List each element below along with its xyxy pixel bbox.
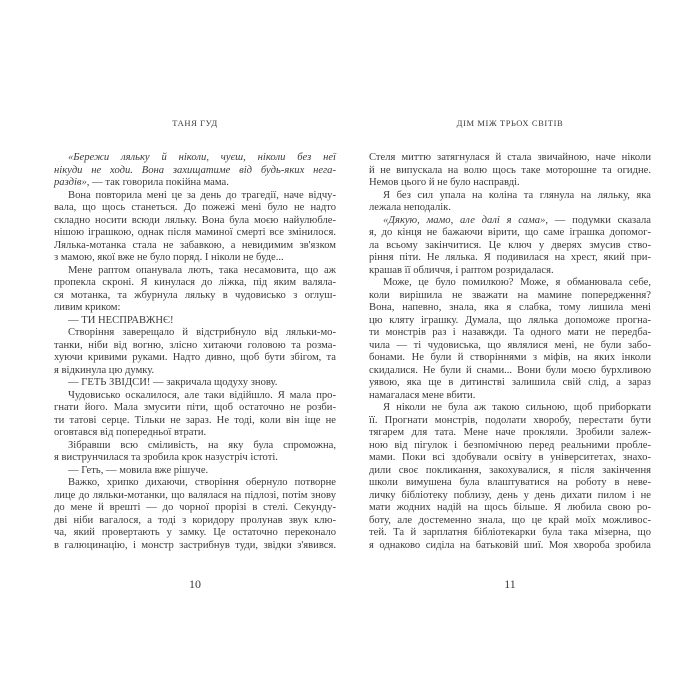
line-text: крашав її обличчя, і раптом розридалася. [369, 264, 554, 276]
text-line [369, 202, 651, 215]
text-line [369, 527, 651, 540]
text-line [369, 327, 651, 340]
line-text: , — подумки сказала [545, 214, 651, 226]
italic-text: «Бережи ляльку й ніколи, чуєш, ніколи без неї [68, 152, 336, 163]
line-text: лежала неподалік. [369, 202, 451, 213]
text-line [54, 390, 336, 403]
line-text: скидалися. Не були й снами... Вони були моєю бурхливою [369, 364, 651, 376]
line-text: школи вимушена була влаштуватися на роботу в неве- [369, 477, 651, 488]
line-text: танки, ніби від вогню, злісно хитаючи головою та розма- [54, 339, 336, 351]
text-line [54, 377, 336, 390]
line-text: — ТИ НЕСПРАВЖНЄ! [68, 314, 174, 326]
text-line [369, 190, 651, 203]
page-number: 11 [504, 577, 516, 591]
text-line [54, 365, 336, 378]
line-text: уявою, яка ще в дитинстві залишила свій слід, а зараз [369, 377, 651, 388]
line-text: тей. Та й зарплатня бібліотекарки була така мізерна, що [369, 527, 651, 538]
line-text: ливим криком: [54, 302, 121, 313]
text-line [54, 540, 336, 553]
line-text: Я ніколи не була аж такою сильною, щоб приборкати [383, 402, 651, 413]
line-text: я, до кінця не бажаючи вірити, що саме іграшка допомог- [369, 227, 651, 238]
line-text: я відкинула цю думку. [54, 364, 155, 376]
italic-text: «Дякую, мамо, але далі я сама» [383, 214, 546, 226]
text-line [54, 402, 336, 415]
text-line [54, 277, 336, 290]
line-text: ною від пігулок і безпомічною перед реальними пробле- [369, 439, 651, 451]
text-line [369, 277, 651, 290]
line-text: ся мотанка, та жбурнула ляльку в чудовисько з оглуш- [54, 289, 336, 301]
text-line [369, 240, 651, 253]
line-text: Важко, хрипко дихаючи, створіння обернуло потворне [68, 477, 336, 488]
text-line [369, 515, 651, 528]
line-text: до мене й врешті — до чорної прорізі в стелі. Секунду- [54, 502, 336, 513]
line-text: Мене раптом опанувала лють, така несамовита, що аж [68, 264, 336, 276]
line-text: , — так говорила покійна мама. [86, 177, 229, 188]
line-text: вала, що щось станеться. До пожежі мені було не надто [54, 202, 336, 213]
text-line [54, 302, 336, 315]
line-text: оговтався від попередньої втрати. [54, 427, 207, 438]
line-text: ла всьому закінчитися. Це ключ у дверях змусив ство- [369, 239, 651, 251]
line-text: Я без сил упала на коліна та глянула на ляльку, яка [383, 189, 651, 201]
text-line [54, 340, 336, 353]
line-text: цю кляту іграшку. Думала, що лялька допоможе прогна- [369, 314, 651, 326]
line-text: Може, це було помилкою? Може, я обманювала себе, [383, 277, 651, 288]
line-text: її. Прогнати монстрів, подолати хворобу, перестати бути [369, 414, 651, 426]
line-text: ти монстрів раз і назавжди. Та одного мати не передба- [369, 327, 651, 338]
right-page [369, 0, 651, 700]
text-line [369, 402, 651, 415]
text-line [54, 215, 336, 228]
left-page [54, 0, 336, 700]
text-line [54, 477, 336, 490]
page-body [369, 152, 651, 552]
line-text: й не випускала на волю щось таке моторошне та огидне. [369, 164, 651, 176]
line-text: Вона повторила мені це за день до трагедії, наче відчу- [68, 189, 336, 201]
page-body [54, 152, 336, 552]
text-line [54, 415, 336, 428]
line-text: лице до ляльки-мотанки, що валялася на підлозі, потім знову [54, 489, 336, 501]
text-line [369, 302, 651, 315]
text-line [369, 365, 651, 378]
text-line [369, 540, 651, 553]
text-line [369, 440, 651, 453]
text-line [369, 377, 651, 390]
text-line [369, 490, 651, 503]
text-line [369, 340, 651, 353]
text-line [54, 240, 336, 253]
line-text: Створіння заверещало й відстрибнуло від ляльки-мо- [68, 327, 336, 338]
line-text: Немов цього й не було насправді. [369, 177, 520, 188]
text-line [369, 252, 651, 265]
text-line [54, 490, 336, 503]
line-text: чила — ті чудовиська, що являлися мені, не були забо- [369, 339, 651, 351]
line-text: з мамою, якої вже не було поряд. І ніколи не буде... [54, 252, 284, 263]
line-text: боту, але достеменно знала, що це край моїх можливос- [369, 514, 651, 526]
text-line [369, 452, 651, 465]
line-text: дві ніби вагалося, а тоді з коридору пролунав звук клю- [54, 514, 336, 526]
text-line [369, 477, 651, 490]
text-line [54, 527, 336, 540]
italic-text: нікуди не ходи. Вона захищатиме від будь-яких нега- [54, 164, 336, 176]
text-line [369, 315, 651, 328]
line-text: хуючи кривими руками. Надто дивно, щоб бути збігом, та [54, 352, 336, 363]
line-text: Вона, напевно, знала, яка я слабка, тому лишила мені [369, 302, 651, 313]
text-line [54, 165, 336, 178]
text-line [54, 190, 336, 203]
text-line [54, 265, 336, 278]
text-line [369, 427, 651, 440]
line-text: в галюцинацію, і монстр застрибнув туди, звідки з'явився. [54, 539, 336, 551]
text-line [369, 390, 651, 403]
line-text: Чудовисько оскалилося, але таки відійшло. Я мала про- [68, 389, 336, 401]
running-header-author: ТАНЯ ГУД [172, 118, 218, 128]
text-line [54, 515, 336, 528]
line-text: нішою іграшкою, однак після маминої смерті все змінилося. [54, 227, 336, 238]
text-line [54, 465, 336, 478]
text-line [54, 290, 336, 303]
text-line [54, 252, 336, 265]
text-line [369, 215, 651, 228]
text-line [54, 227, 336, 240]
page-number: 10 [189, 577, 201, 591]
text-line [54, 352, 336, 365]
line-text: — Геть, — мовила вже рішуче. [68, 464, 209, 476]
text-line [54, 315, 336, 328]
text-line [369, 465, 651, 478]
text-line [369, 290, 651, 303]
text-line [54, 440, 336, 453]
line-text: Зібравши всю сміливість, на яку була спроможна, [68, 439, 336, 451]
text-line [54, 502, 336, 515]
text-line [369, 352, 651, 365]
italic-text: раздів» [54, 177, 87, 188]
text-line [54, 452, 336, 465]
line-text: мати жодних надій на щось більше. Я любила свою ро- [369, 502, 651, 513]
line-text: бонами. Не були й створіннями з міфів, на яких інколи [369, 352, 651, 363]
line-text: ти татові серце. Тільки не зараз. Не тоді, коли він іще не [54, 414, 336, 426]
text-line [369, 177, 651, 190]
text-line [369, 152, 651, 165]
text-line [369, 502, 651, 515]
line-text: мами. Поки всі здобували освіту в університетах, знахо- [369, 452, 651, 463]
line-text: тягарем для тата. Мене наче прокляли. Зробили залеж- [369, 427, 651, 438]
text-line [369, 265, 651, 278]
text-line [369, 227, 651, 240]
line-text: гнати його. Мала змусити піти, щоб остаточно не розби- [54, 402, 336, 413]
line-text: я виструнчилася та зробила крок назустріч істоті. [54, 452, 278, 463]
line-text: коли вирішила не зважати на мамине попередження? [369, 289, 651, 301]
line-text: намагалася мене вбити. [369, 389, 476, 401]
line-text: ча, який провертають у замку. Це остаточно переконало [54, 527, 336, 538]
line-text: пропекла скроні. Я кинулася до ліжка, під яким валяла- [54, 277, 336, 288]
line-text: дили своє покликання, закохувалися, я після закінчення [369, 464, 651, 476]
line-text: я однаково сиділа на батьковій шиї. Моя хвороба зробила [369, 539, 651, 551]
line-text: личку бібліотеку поблизу, день у день дихати пилом і не [369, 489, 651, 501]
text-line [54, 177, 336, 190]
line-text: — ГЕТЬ ЗВІДСИ! — закричала щодуху знову. [68, 377, 278, 388]
running-header-title: ДІМ МІЖ ТРЬОХ СВІТІВ [456, 118, 564, 128]
text-line [54, 327, 336, 340]
line-text: Лялька-мотанка стала не забавкою, а невидимим зв'язком [54, 239, 336, 251]
line-text: Стеля миттю затягнулася й стала звичайною, наче ніколи [369, 152, 651, 163]
line-text: ріння піти. Не лялька. Я подивилася на хрест, який при- [369, 252, 651, 263]
text-line [54, 202, 336, 215]
text-line [369, 165, 651, 178]
text-line [369, 415, 651, 428]
text-line [54, 427, 336, 440]
line-text: складно носити всюди ляльку. Вона була моєю найулюбле- [54, 214, 336, 226]
text-line [54, 152, 336, 165]
